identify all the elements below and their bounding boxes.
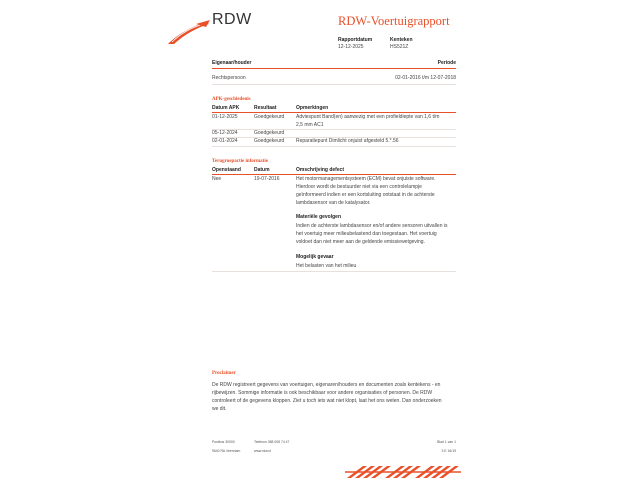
license-plate-label: Kenteken (390, 37, 413, 43)
disclaimer-line: controleert of de gegevens kloppen. Ziet u toch iets wat niet klopt, laat het ons weten. Dan onderzoeken (212, 398, 442, 404)
divider (212, 271, 456, 272)
report-date-value: 12-12-2025 (338, 44, 364, 50)
recall-col-open: Openstaand (212, 167, 241, 173)
footer-postbus: Postbus 30000 (212, 440, 235, 444)
report-date-label: Rapportdatum (338, 37, 373, 43)
apk-row-date: 05-12-2024 (212, 130, 238, 136)
consequences-line: het voertuig meer milieubelastend dan toegestaan. Het voertuig (296, 231, 437, 237)
recall-date-value: 19-07-2016 (254, 176, 280, 182)
period-label: Periode (437, 60, 456, 66)
recall-section-title: Terugroepactie informatie (212, 159, 268, 164)
owner-title: Eigenaar/houder (212, 60, 252, 66)
footer-web[interactable]: www.rdw.nl (254, 449, 271, 453)
footer-phone: Telefoon 088 008 74 47 (254, 440, 290, 444)
apk-section-title: APK-geschiedenis (212, 97, 251, 102)
apk-row-remark-cont: 2,5 mm AC1 (296, 122, 324, 128)
report-title: RDW-Voertuigrapport (338, 14, 450, 28)
rdw-logo-icon (166, 18, 212, 46)
divider (212, 146, 456, 147)
consequences-line: voldoet dan niet meer aan de geldende emissiewetgeving. (296, 239, 425, 245)
recall-defect-line: Het motormanagementsysteem (ECM) bevat onjuiste software. (296, 176, 436, 182)
consequences-line: Indien de achterste lambdasensor en/of andere sensoren uitvallen is (296, 223, 448, 229)
apk-col-result: Resultaat (254, 105, 277, 111)
apk-col-date: Datum APK (212, 105, 240, 111)
license-plate-value: HS521Z (390, 44, 409, 50)
disclaimer-title: Proclaimer (212, 371, 236, 376)
disclaimer-line: we dit. (212, 406, 227, 412)
consequences-title: Materiële gevolgen (296, 214, 342, 220)
apk-row-remark: Reparatiepunt Dimlicht onjuist afgesteld 5.*.56 (296, 138, 399, 144)
footer-code: 3 E 16/19 (441, 449, 456, 453)
apk-row-date: 02-01-2024 (212, 138, 238, 144)
danger-title: Mogelijk gevaar (296, 254, 334, 260)
decorative-stripes-icon (345, 461, 461, 480)
footer-page: Blad 1 van 1 (437, 440, 456, 444)
recall-col-defect: Omschrijving defect (296, 167, 345, 173)
recall-defect-line: geïnformeerd indien er een kortsluiting ontstaat in de achterste (296, 192, 435, 198)
disclaimer-line: De RDW registreert gegevens van voertuigen, eigenaren/houders en documenten zoals kentekens - en (212, 382, 441, 388)
owner-type: Rechtspersoon (212, 75, 246, 81)
brand-name: RDW (212, 11, 252, 28)
owner-period: 02-01-2016 t/m 12-07-2018 (395, 75, 456, 81)
recall-defect-line: Hierdoor wordt de bestuurder niet via een controlelampje (296, 184, 422, 190)
apk-row-date: 01-12-2025 (212, 114, 238, 120)
apk-row-result: Goedgekeurd (254, 130, 285, 136)
apk-row-remark: Adviespunt Band(en) aanwezig met een profieldiepte van 1,6 t/m (296, 114, 440, 120)
apk-row-result: Goedgekeurd (254, 114, 285, 120)
recall-defect-line: lambdasensor van de katalysator. (296, 200, 371, 206)
apk-col-remarks: Opmerkingen (296, 105, 329, 111)
danger-text: Het belasten van het milieu (296, 263, 357, 269)
apk-table-header (212, 104, 456, 113)
owner-section-header (212, 60, 456, 69)
disclaimer-line: rijbewijzen. Sommige informatie is ook beschikbaar voor andere organisaties of personen. De RDW (212, 390, 433, 396)
apk-row-result: Goedgekeurd (254, 138, 285, 144)
footer-city: 9640 RA Veendam (212, 449, 241, 453)
divider (212, 129, 456, 130)
recall-open-value: Nee (212, 176, 222, 182)
recall-col-date: Datum (254, 167, 270, 173)
divider (212, 84, 456, 85)
